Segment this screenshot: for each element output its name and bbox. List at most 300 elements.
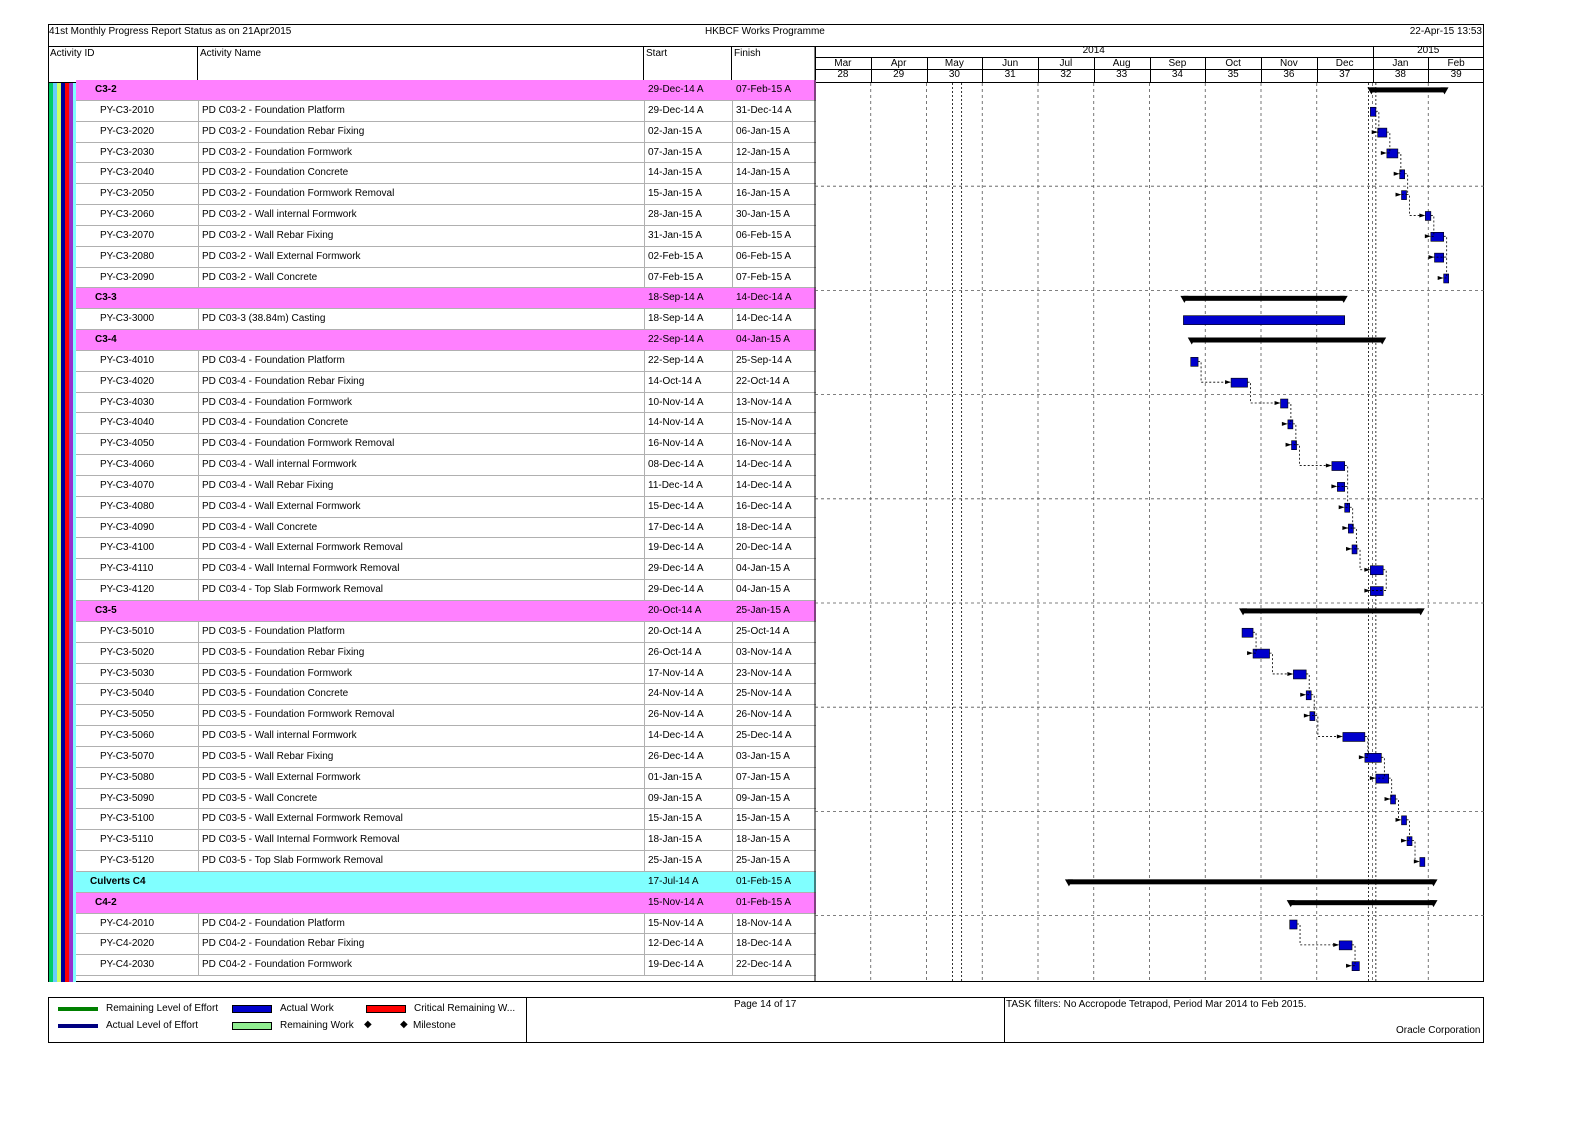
month-label: May	[944, 58, 964, 69]
activity-id: PY-C4-2020	[100, 938, 155, 950]
column-separator	[732, 705, 733, 725]
column-separator	[198, 372, 199, 392]
month-label: Feb	[1447, 58, 1465, 69]
activity-id: PY-C3-2090	[100, 271, 155, 283]
column-separator	[198, 393, 199, 413]
table-row[interactable]	[76, 351, 816, 372]
column-separator	[732, 914, 733, 934]
start-date: 28-Jan-15 A	[648, 209, 702, 221]
activity-id: PY-C3-2070	[100, 229, 155, 241]
column-separator	[644, 143, 645, 163]
column-separator	[732, 163, 733, 183]
column-separator	[198, 726, 199, 746]
table-row[interactable]	[76, 830, 816, 851]
column-separator	[198, 684, 199, 704]
activity-name: PD C03-5 - Wall Rebar Fixing	[202, 750, 334, 762]
activity-id: PY-C3-5100	[100, 813, 155, 825]
table-row[interactable]	[76, 497, 816, 518]
column-separator	[732, 872, 733, 892]
table-row[interactable]	[76, 184, 816, 205]
start-date: 07-Feb-15 A	[648, 271, 704, 283]
column-separator	[198, 226, 199, 246]
start-date: 15-Jan-15 A	[648, 813, 702, 825]
column-separator	[732, 955, 733, 975]
activity-name: PD C03-4 - Foundation Rebar Fixing	[202, 375, 365, 387]
finish-date: 25-Jan-15 A	[736, 605, 790, 616]
month-divider	[982, 57, 983, 83]
activity-id: PY-C3-5010	[100, 625, 155, 637]
group-row[interactable]	[76, 330, 816, 351]
column-separator	[732, 726, 733, 746]
column-separator	[644, 455, 645, 475]
column-separator	[198, 122, 199, 142]
finish-date: 25-Sep-14 A	[736, 354, 792, 366]
footer-divider-1	[526, 997, 527, 1043]
finish-date: 23-Nov-14 A	[736, 667, 792, 679]
activity-id: Culverts C4	[90, 875, 146, 887]
activity-name: PD C03-4 - Wall internal Formwork	[202, 459, 357, 471]
activity-name: PD C03-2 - Foundation Formwork Removal	[202, 188, 395, 200]
start-date: 02-Jan-15 A	[648, 125, 702, 137]
column-separator	[732, 309, 733, 329]
start-date: 29-Dec-14 A	[648, 84, 704, 95]
column-separator	[732, 664, 733, 684]
table-row[interactable]	[76, 143, 816, 164]
table-row[interactable]	[76, 809, 816, 830]
activity-id: PY-C4-2010	[100, 917, 155, 929]
column-separator	[732, 226, 733, 246]
start-date: 14-Nov-14 A	[648, 417, 704, 429]
table-row[interactable]	[76, 518, 816, 539]
column-separator	[198, 351, 199, 371]
table-row[interactable]	[76, 538, 816, 559]
activity-id: PY-C3-5050	[100, 709, 155, 721]
start-date: 09-Jan-15 A	[648, 792, 702, 804]
column-separator	[644, 538, 645, 558]
column-separator	[732, 559, 733, 579]
month-divider	[1094, 57, 1095, 83]
activity-name: PD C03-4 - Foundation Formwork Removal	[202, 438, 395, 450]
table-row[interactable]	[76, 101, 816, 122]
column-separator	[198, 768, 199, 788]
activity-name: PD C03-4 - Wall Internal Formwork Removal	[202, 563, 400, 575]
table-row[interactable]	[76, 747, 816, 768]
activity-name: PD C03-5 - Wall Internal Formwork Removal	[202, 834, 400, 846]
month-number: 33	[1116, 69, 1128, 80]
finish-date: 03-Jan-15 A	[736, 750, 790, 762]
column-separator	[198, 580, 199, 600]
month-divider	[871, 57, 872, 83]
column-separator	[644, 413, 645, 433]
activity-name: PD C03-2 - Foundation Concrete	[202, 167, 349, 179]
start-date: 26-Dec-14 A	[648, 750, 704, 762]
activity-id: PY-C3-4080	[100, 500, 155, 512]
activity-id: PY-C3-4010	[100, 354, 155, 366]
start-date: 25-Jan-15 A	[648, 855, 702, 867]
column-separator	[732, 851, 733, 871]
finish-date: 13-Nov-14 A	[736, 396, 792, 408]
footer-divider-2	[1004, 997, 1005, 1043]
start-date: 02-Feb-15 A	[648, 250, 704, 262]
start-date: 16-Nov-14 A	[648, 438, 704, 450]
finish-date: 04-Jan-15 A	[736, 563, 790, 575]
activity-id: PY-C3-4100	[100, 542, 155, 554]
column-separator	[198, 80, 199, 100]
column-separator	[198, 664, 199, 684]
activity-name: PD C03-2 - Wall Concrete	[202, 271, 318, 283]
column-separator	[644, 789, 645, 809]
group-row[interactable]	[76, 80, 816, 101]
activity-name: PD C03-5 - Foundation Formwork	[202, 667, 353, 679]
month-rule	[815, 69, 1484, 70]
finish-date: 14-Dec-14 A	[736, 459, 792, 471]
column-separator	[198, 205, 199, 225]
finish-date: 18-Nov-14 A	[736, 917, 792, 929]
activity-name: PD C03-4 - Foundation Formwork	[202, 396, 353, 408]
column-separator	[644, 643, 645, 663]
year-label: 2014	[1082, 45, 1105, 56]
column-header-activity-id[interactable]: Activity ID	[48, 47, 198, 83]
start-date: 15-Dec-14 A	[648, 500, 704, 512]
month-divider	[1038, 57, 1039, 83]
column-separator	[732, 684, 733, 704]
activity-name: PD C03-5 - Foundation Platform	[202, 625, 345, 637]
start-date: 10-Nov-14 A	[648, 396, 704, 408]
table-row[interactable]	[76, 664, 816, 685]
month-divider	[1150, 57, 1151, 83]
finish-date: 16-Jan-15 A	[736, 188, 790, 200]
activity-id: PY-C3-4050	[100, 438, 155, 450]
column-separator	[198, 934, 199, 954]
table-row[interactable]	[76, 580, 816, 601]
legend-remaining-work: Remaining Work	[280, 1020, 354, 1031]
month-label: Aug	[1112, 58, 1131, 69]
legend-critical-remaining-work-swatch	[366, 1005, 406, 1013]
report-datetime: 22-Apr-15 13:53	[1409, 26, 1482, 37]
start-date: 17-Dec-14 A	[648, 521, 704, 533]
activity-id: PY-C3-5120	[100, 855, 155, 867]
start-date: 31-Jan-15 A	[648, 229, 702, 241]
table-row[interactable]	[76, 226, 816, 247]
start-date: 24-Nov-14 A	[648, 688, 704, 700]
milestone-diamond-icon: ◆	[400, 1019, 408, 1030]
month-label: Sep	[1168, 58, 1187, 69]
activity-name: PD C03-4 - Wall External Formwork	[202, 500, 361, 512]
month-number: 34	[1171, 69, 1183, 80]
activity-id: C3-4	[95, 334, 117, 346]
month-label: Jan	[1392, 58, 1409, 69]
table-row[interactable]	[76, 372, 816, 393]
column-separator	[644, 872, 645, 892]
group-row[interactable]	[76, 601, 816, 622]
start-date: 17-Jul-14 A	[648, 875, 699, 887]
activity-id: PY-C3-4120	[100, 584, 155, 596]
column-separator	[732, 622, 733, 642]
month-label: Apr	[890, 58, 907, 69]
column-separator	[732, 580, 733, 600]
column-separator	[732, 476, 733, 496]
activity-id: PY-C3-5060	[100, 730, 155, 742]
finish-date: 15-Nov-14 A	[736, 417, 792, 429]
finish-date: 14-Dec-14 A	[736, 313, 792, 325]
activity-id: PY-C3-5070	[100, 750, 155, 762]
year-label: 2015	[1417, 45, 1440, 56]
column-separator	[198, 247, 199, 267]
finish-date: 15-Jan-15 A	[736, 813, 790, 825]
activity-id: C3-2	[95, 84, 117, 95]
table-row[interactable]	[76, 247, 816, 268]
activity-id: PY-C3-5080	[100, 771, 155, 783]
column-separator	[732, 893, 733, 913]
month-number: 35	[1227, 69, 1239, 80]
column-separator	[644, 268, 645, 288]
activity-name: PD C03-5 - Wall External Formwork	[202, 771, 361, 783]
finish-date: 06-Feb-15 A	[736, 229, 792, 241]
column-header-activity-name[interactable]: Activity Name	[198, 47, 644, 83]
table-row[interactable]	[76, 955, 816, 976]
column-separator	[644, 851, 645, 871]
finish-date: 14-Dec-14 A	[736, 479, 792, 491]
finish-date: 18-Dec-14 A	[736, 521, 792, 533]
activity-name: PD C03-5 - Foundation Concrete	[202, 688, 349, 700]
column-separator	[732, 768, 733, 788]
legend-critical-remaining-work: Critical Remaining W...	[414, 1003, 516, 1014]
month-divider	[1261, 57, 1262, 83]
start-date: 12-Dec-14 A	[648, 938, 704, 950]
start-date: 15-Nov-14 A	[648, 917, 704, 929]
column-separator	[644, 205, 645, 225]
start-date: 18-Sep-14 A	[648, 292, 704, 304]
page-number: Page 14 of 17	[734, 999, 797, 1010]
month-number: 37	[1339, 69, 1351, 80]
start-date: 20-Oct-14 A	[648, 625, 702, 637]
finish-date: 16-Nov-14 A	[736, 438, 792, 450]
activity-name: PD C03-4 - Wall Rebar Fixing	[202, 479, 334, 491]
table-row[interactable]	[76, 934, 816, 955]
column-separator	[732, 247, 733, 267]
activity-id: PY-C3-2030	[100, 146, 155, 158]
activity-name: PD C03-2 - Foundation Formwork	[202, 146, 353, 158]
activity-id: PY-C3-2080	[100, 250, 155, 262]
column-separator	[732, 122, 733, 142]
column-separator	[732, 643, 733, 663]
column-separator	[198, 955, 199, 975]
table-row[interactable]	[76, 622, 816, 643]
column-separator	[644, 955, 645, 975]
column-separator	[732, 518, 733, 538]
group-row[interactable]	[76, 893, 816, 914]
start-date: 15-Nov-14 A	[648, 896, 704, 908]
month-number: 30	[948, 69, 960, 80]
column-separator	[644, 247, 645, 267]
column-separator	[644, 163, 645, 183]
activity-name: PD C03-5 - Wall internal Formwork	[202, 730, 357, 742]
month-number: 36	[1283, 69, 1295, 80]
column-separator	[198, 747, 199, 767]
column-separator	[198, 476, 199, 496]
table-row[interactable]	[76, 434, 816, 455]
activity-id: PY-C3-5110	[100, 834, 154, 846]
activity-id: PY-C3-2010	[100, 104, 155, 116]
column-separator	[644, 664, 645, 684]
legend-actual-level-of-effort-swatch	[58, 1024, 98, 1028]
table-row[interactable]	[76, 851, 816, 872]
table-row[interactable]	[76, 309, 816, 330]
activity-name: PD C03-2 - Wall External Formwork	[202, 250, 361, 262]
column-separator	[644, 809, 645, 829]
activity-name: PD C03-3 (38.84m) Casting	[202, 313, 326, 325]
table-row[interactable]	[76, 789, 816, 810]
column-separator	[644, 351, 645, 371]
diamond-icon: ◆	[364, 1019, 372, 1030]
table-row[interactable]	[76, 122, 816, 143]
finish-date: 31-Dec-14 A	[736, 104, 792, 116]
activity-name: PD C03-2 - Wall Rebar Fixing	[202, 229, 334, 241]
table-row[interactable]	[76, 476, 816, 497]
column-separator	[644, 747, 645, 767]
table-row[interactable]	[76, 268, 816, 289]
start-date: 14-Oct-14 A	[648, 375, 702, 387]
column-separator	[198, 268, 199, 288]
finish-date: 25-Dec-14 A	[736, 730, 792, 742]
start-date: 11-Dec-14 A	[648, 479, 703, 491]
column-separator	[644, 518, 645, 538]
month-number: 39	[1450, 69, 1462, 80]
month-number: 38	[1394, 69, 1406, 80]
column-separator	[732, 184, 733, 204]
column-separator	[644, 559, 645, 579]
legend-actual-work-swatch	[232, 1005, 272, 1013]
start-date: 29-Dec-14 A	[648, 563, 704, 575]
column-separator	[732, 789, 733, 809]
finish-date: 09-Jan-15 A	[736, 792, 790, 804]
column-separator	[732, 538, 733, 558]
group-row[interactable]	[76, 288, 816, 309]
column-separator	[644, 184, 645, 204]
activity-id: PY-C3-5040	[100, 688, 155, 700]
programme-title: HKBCF Works Programme	[705, 26, 825, 37]
column-separator	[198, 643, 199, 663]
legend-remaining-work-swatch	[232, 1022, 272, 1030]
activity-name: PD C03-2 - Foundation Rebar Fixing	[202, 125, 365, 137]
table-row[interactable]	[76, 726, 816, 747]
table-row[interactable]	[76, 205, 816, 226]
column-separator	[644, 80, 645, 100]
activity-name: PD C03-4 - Foundation Platform	[202, 354, 345, 366]
legend-actual-level-of-effort: Actual Level of Effort	[106, 1020, 199, 1031]
column-separator	[198, 184, 199, 204]
table-row[interactable]	[76, 643, 816, 664]
activity-name: PD C03-5 - Top Slab Formwork Removal	[202, 855, 383, 867]
column-separator	[732, 455, 733, 475]
column-separator	[644, 330, 645, 350]
column-separator	[732, 330, 733, 350]
column-separator	[644, 226, 645, 246]
activity-name: PD C03-4 - Foundation Concrete	[202, 417, 349, 429]
column-separator	[198, 413, 199, 433]
table-row[interactable]	[76, 684, 816, 705]
finish-date: 18-Dec-14 A	[736, 938, 792, 950]
column-separator	[644, 393, 645, 413]
column-header-finish[interactable]: Finish	[732, 47, 816, 83]
finish-date: 07-Feb-15 A	[736, 271, 792, 283]
table-row[interactable]	[76, 393, 816, 414]
month-label: Nov	[1279, 58, 1298, 69]
activity-name: PD C04-2 - Foundation Platform	[202, 917, 345, 929]
month-divider	[1317, 57, 1318, 83]
column-separator	[732, 80, 733, 100]
finish-date: 18-Jan-15 A	[736, 834, 790, 846]
month-number: 32	[1060, 69, 1072, 80]
column-separator	[732, 809, 733, 829]
activity-id: PY-C3-2020	[100, 125, 155, 137]
start-date: 17-Nov-14 A	[648, 667, 704, 679]
activity-id: PY-C3-2040	[100, 167, 155, 179]
table-row[interactable]	[76, 559, 816, 580]
activity-name: PD C03-5 - Wall External Formwork Removal	[202, 813, 403, 825]
column-separator	[732, 101, 733, 121]
column-separator	[644, 914, 645, 934]
column-separator	[198, 330, 199, 350]
activity-id: PY-C3-3000	[100, 313, 155, 325]
activity-name: PD C03-5 - Foundation Rebar Fixing	[202, 646, 365, 658]
column-separator	[644, 684, 645, 704]
month-label: Mar	[834, 58, 852, 69]
column-separator	[644, 288, 645, 308]
column-separator	[644, 101, 645, 121]
column-separator	[732, 351, 733, 371]
start-date: 22-Sep-14 A	[648, 354, 704, 366]
finish-date: 22-Oct-14 A	[736, 375, 790, 387]
column-separator	[644, 726, 645, 746]
group-row[interactable]	[76, 872, 816, 893]
legend-milestone: Milestone	[413, 1020, 456, 1031]
activity-name: PD C03-4 - Top Slab Formwork Removal	[202, 584, 383, 596]
column-separator	[644, 372, 645, 392]
column-separator	[198, 559, 199, 579]
column-separator	[644, 434, 645, 454]
activity-id: PY-C3-4090	[100, 521, 155, 533]
table-row[interactable]	[76, 455, 816, 476]
column-separator	[198, 434, 199, 454]
finish-date: 04-Jan-15 A	[736, 334, 790, 346]
table-row[interactable]	[76, 768, 816, 789]
activity-id: PY-C3-4040	[100, 417, 155, 429]
column-separator	[732, 601, 733, 621]
column-separator	[198, 101, 199, 121]
table-row[interactable]	[76, 413, 816, 434]
column-separator	[198, 518, 199, 538]
start-date: 20-Oct-14 A	[648, 605, 702, 616]
activity-id: PY-C3-2050	[100, 188, 155, 200]
table-row[interactable]	[76, 914, 816, 935]
column-separator	[644, 934, 645, 954]
column-separator	[644, 580, 645, 600]
column-header-start[interactable]: Start	[644, 47, 732, 83]
column-separator	[732, 393, 733, 413]
month-number: 29	[893, 69, 905, 80]
column-separator	[198, 914, 199, 934]
column-separator	[644, 497, 645, 517]
finish-date: 14-Jan-15 A	[736, 167, 790, 179]
start-date: 15-Jan-15 A	[648, 188, 702, 200]
column-separator	[198, 538, 199, 558]
activity-id: PY-C3-4030	[100, 396, 155, 408]
table-row[interactable]	[76, 705, 816, 726]
start-date: 29-Dec-14 A	[648, 584, 704, 596]
column-separator	[644, 476, 645, 496]
table-row[interactable]	[76, 163, 816, 184]
